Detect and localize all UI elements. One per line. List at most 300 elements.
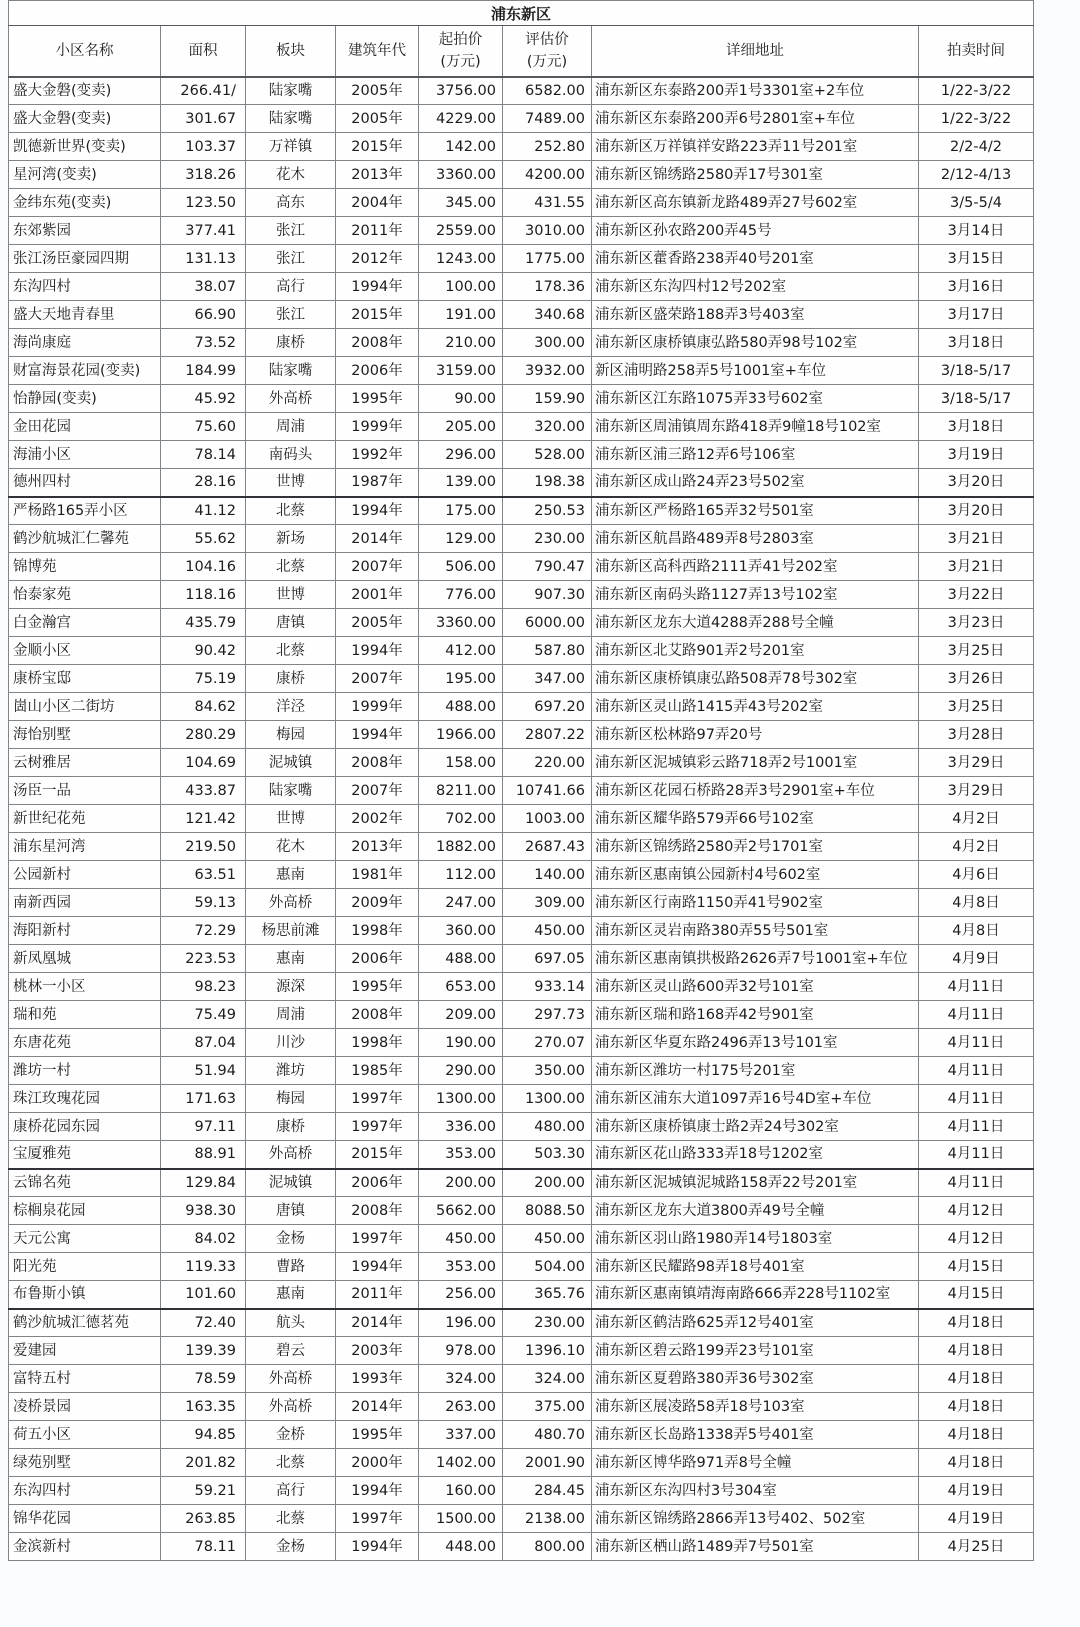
cell-appraised-price: 347.00 [503, 665, 592, 693]
cell-district: 外高桥 [246, 1141, 336, 1169]
cell-community-name: 珠江玫瑰花园 [9, 1085, 161, 1113]
cell-area: 78.59 [161, 1365, 246, 1393]
cell-address: 浦东新区碧云路199弄23号101室 [592, 1337, 919, 1365]
cell-starting-price: 191.00 [419, 301, 503, 329]
table-row [9, 133, 1034, 161]
header-build-year [336, 26, 419, 77]
cell-starting-price: 353.00 [419, 1141, 503, 1169]
cell-area: 184.99 [161, 357, 246, 385]
table-row [9, 749, 1034, 777]
cell-address: 浦东新区潍坊一村175号201室 [592, 1057, 919, 1085]
cell-starting-price: 129.00 [419, 525, 503, 553]
cell-district: 高行 [246, 273, 336, 301]
cell-appraised-price: 503.30 [503, 1141, 592, 1169]
cell-address: 浦东新区惠南镇靖海南路666弄228号1102室 [592, 1281, 919, 1309]
cell-build-year: 1987年 [336, 469, 419, 497]
cell-appraised-price: 220.00 [503, 749, 592, 777]
cell-community-name: 锦华花园 [9, 1505, 161, 1533]
cell-appraised-price: 375.00 [503, 1393, 592, 1421]
cell-starting-price: 158.00 [419, 749, 503, 777]
table-row [9, 357, 1034, 385]
cell-address: 浦东新区康桥镇康弘路508弄78号302室 [592, 665, 919, 693]
cell-address: 浦东新区航昌路489弄8号2803室 [592, 525, 919, 553]
cell-district: 周浦 [246, 1001, 336, 1029]
cell-auction-date: 3月17日 [919, 301, 1034, 329]
cell-district: 陆家嘴 [246, 105, 336, 133]
cell-build-year: 2014年 [336, 1309, 419, 1337]
cell-address: 浦东新区浦三路12弄6号106室 [592, 441, 919, 469]
cell-district: 泥城镇 [246, 1169, 336, 1197]
cell-starting-price: 3360.00 [419, 161, 503, 189]
cell-district: 外高桥 [246, 889, 336, 917]
cell-address: 浦东新区东泰路200弄1号3301室+2车位 [592, 77, 919, 105]
cell-area: 45.92 [161, 385, 246, 413]
cell-district: 唐镇 [246, 1197, 336, 1225]
table-row [9, 917, 1034, 945]
cell-address: 浦东新区泥城镇彩云路718弄2号1001室 [592, 749, 919, 777]
cell-address: 浦东新区灵岩南路380弄55号501室 [592, 917, 919, 945]
table-row [9, 497, 1034, 525]
cell-district: 张江 [246, 301, 336, 329]
cell-area: 72.40 [161, 1309, 246, 1337]
cell-district: 北蔡 [246, 553, 336, 581]
cell-address: 浦东新区长岛路1338弄5号401室 [592, 1421, 919, 1449]
cell-community-name: 怡泰家苑 [9, 581, 161, 609]
cell-build-year: 2005年 [336, 609, 419, 637]
cell-area: 171.63 [161, 1085, 246, 1113]
cell-starting-price: 506.00 [419, 553, 503, 581]
cell-auction-date: 3月28日 [919, 721, 1034, 749]
cell-appraised-price: 697.20 [503, 693, 592, 721]
cell-appraised-price: 4200.00 [503, 161, 592, 189]
cell-district: 洋泾 [246, 693, 336, 721]
cell-starting-price: 488.00 [419, 945, 503, 973]
table-row [9, 441, 1034, 469]
cell-auction-date: 1/22-3/22 [919, 105, 1034, 133]
cell-community-name: 棕榈泉花园 [9, 1197, 161, 1225]
cell-area: 266.41/ [161, 77, 246, 105]
cell-community-name: 怡静园(变卖) [9, 385, 161, 413]
cell-appraised-price: 480.00 [503, 1113, 592, 1141]
cell-build-year: 1994年 [336, 273, 419, 301]
cell-address: 浦东新区花园石桥路28弄3号2901室+车位 [592, 777, 919, 805]
cell-address: 浦东新区成山路24弄23号502室 [592, 469, 919, 497]
cell-starting-price: 195.00 [419, 665, 503, 693]
cell-appraised-price: 1775.00 [503, 245, 592, 273]
cell-community-name: 阳光苑 [9, 1253, 161, 1281]
cell-area: 101.60 [161, 1281, 246, 1309]
table-row [9, 1449, 1034, 1477]
cell-auction-date: 4月6日 [919, 861, 1034, 889]
table-row [9, 273, 1034, 301]
cell-build-year: 2007年 [336, 553, 419, 581]
cell-auction-date: 4月8日 [919, 889, 1034, 917]
cell-community-name: 康桥花园东园 [9, 1113, 161, 1141]
cell-community-name: 荷五小区 [9, 1421, 161, 1449]
cell-district: 张江 [246, 217, 336, 245]
cell-address: 浦东新区耀华路579弄66号102室 [592, 805, 919, 833]
cell-starting-price: 1243.00 [419, 245, 503, 273]
cell-appraised-price: 300.00 [503, 329, 592, 357]
cell-build-year: 2006年 [336, 357, 419, 385]
cell-build-year: 1993年 [336, 1365, 419, 1393]
cell-community-name: 鹤沙航城汇德茗苑 [9, 1309, 161, 1337]
table-row [9, 77, 1034, 105]
cell-appraised-price: 284.45 [503, 1477, 592, 1505]
table-row [9, 637, 1034, 665]
cell-district: 杨思前滩 [246, 917, 336, 945]
cell-starting-price: 1500.00 [419, 1505, 503, 1533]
cell-appraised-price: 7489.00 [503, 105, 592, 133]
cell-build-year: 2006年 [336, 1169, 419, 1197]
cell-community-name: 锦博苑 [9, 553, 161, 581]
cell-community-name: 南新西园 [9, 889, 161, 917]
cell-district: 外高桥 [246, 1393, 336, 1421]
cell-community-name: 海怡别墅 [9, 721, 161, 749]
cell-build-year: 1997年 [336, 1085, 419, 1113]
cell-auction-date: 3/5-5/4 [919, 189, 1034, 217]
cell-starting-price: 209.00 [419, 1001, 503, 1029]
cell-auction-date: 3月21日 [919, 553, 1034, 581]
cell-area: 78.11 [161, 1533, 246, 1561]
cell-area: 73.52 [161, 329, 246, 357]
cell-starting-price: 296.00 [419, 441, 503, 469]
cell-appraised-price: 6582.00 [503, 77, 592, 105]
cell-appraised-price: 230.00 [503, 525, 592, 553]
cell-auction-date: 4月2日 [919, 805, 1034, 833]
cell-community-name: 海阳新村 [9, 917, 161, 945]
cell-starting-price: 160.00 [419, 1477, 503, 1505]
table-row [9, 973, 1034, 1001]
cell-district: 世博 [246, 581, 336, 609]
cell-auction-date: 4月11日 [919, 1057, 1034, 1085]
auction-table [8, 0, 1034, 1561]
cell-build-year: 1997年 [336, 1225, 419, 1253]
cell-build-year: 2003年 [336, 1337, 419, 1365]
cell-address: 浦东新区盛荣路188弄3号403室 [592, 301, 919, 329]
table-row [9, 525, 1034, 553]
cell-appraised-price: 250.53 [503, 497, 592, 525]
header-unit: (万元) [526, 53, 568, 70]
cell-starting-price: 353.00 [419, 1253, 503, 1281]
cell-appraised-price: 270.07 [503, 1029, 592, 1057]
table-row [9, 1169, 1034, 1197]
cell-appraised-price: 1396.10 [503, 1337, 592, 1365]
cell-starting-price: 205.00 [419, 413, 503, 441]
cell-area: 87.04 [161, 1029, 246, 1057]
cell-community-name: 浦东星河湾 [9, 833, 161, 861]
cell-starting-price: 5662.00 [419, 1197, 503, 1225]
table-title-row [9, 1, 1034, 26]
cell-community-name: 云树雅居 [9, 749, 161, 777]
cell-starting-price: 263.00 [419, 1393, 503, 1421]
cell-address: 浦东新区龙东大道4288弄288号全幢 [592, 609, 919, 637]
cell-district: 世博 [246, 469, 336, 497]
cell-build-year: 2009年 [336, 889, 419, 917]
cell-address: 浦东新区东沟四村3号304室 [592, 1477, 919, 1505]
cell-build-year: 2013年 [336, 161, 419, 189]
cell-community-name: 德州四村 [9, 469, 161, 497]
table-row [9, 833, 1034, 861]
cell-build-year: 1994年 [336, 1533, 419, 1561]
cell-build-year: 1997年 [336, 1113, 419, 1141]
cell-appraised-price: 350.00 [503, 1057, 592, 1085]
cell-community-name: 汤臣一品 [9, 777, 161, 805]
cell-community-name: 海尚康庭 [9, 329, 161, 357]
cell-area: 318.26 [161, 161, 246, 189]
cell-appraised-price: 3932.00 [503, 357, 592, 385]
cell-area: 280.29 [161, 721, 246, 749]
cell-area: 75.49 [161, 1001, 246, 1029]
table-row [9, 1421, 1034, 1449]
cell-appraised-price: 6000.00 [503, 609, 592, 637]
cell-auction-date: 4月12日 [919, 1225, 1034, 1253]
cell-community-name: 盛大金磐(变卖) [9, 105, 161, 133]
cell-district: 唐镇 [246, 609, 336, 637]
table-row [9, 693, 1034, 721]
cell-district: 北蔡 [246, 637, 336, 665]
cell-area: 129.84 [161, 1169, 246, 1197]
cell-address: 浦东新区南码头路1127弄13号102室 [592, 581, 919, 609]
cell-auction-date: 4月11日 [919, 1085, 1034, 1113]
cell-area: 28.16 [161, 469, 246, 497]
cell-area: 88.91 [161, 1141, 246, 1169]
cell-auction-date: 4月15日 [919, 1281, 1034, 1309]
cell-appraised-price: 309.00 [503, 889, 592, 917]
cell-community-name: 金田花园 [9, 413, 161, 441]
cell-starting-price: 1402.00 [419, 1449, 503, 1477]
cell-district: 惠南 [246, 1281, 336, 1309]
table-title: 浦东新区 [9, 1, 1034, 26]
table-row [9, 1057, 1034, 1085]
cell-starting-price: 8211.00 [419, 777, 503, 805]
header-label: 板块 [276, 42, 305, 59]
table-row [9, 1309, 1034, 1337]
cell-build-year: 1995年 [336, 973, 419, 1001]
cell-community-name: 财富海景花园(变卖) [9, 357, 161, 385]
cell-address: 浦东新区瑞和路168弄42号901室 [592, 1001, 919, 1029]
cell-address: 浦东新区博华路971弄8号全幢 [592, 1449, 919, 1477]
cell-auction-date: 3月18日 [919, 329, 1034, 357]
cell-starting-price: 3159.00 [419, 357, 503, 385]
cell-auction-date: 4月11日 [919, 973, 1034, 1001]
cell-community-name: 布鲁斯小镇 [9, 1281, 161, 1309]
cell-auction-date: 3/18-5/17 [919, 385, 1034, 413]
table-row [9, 245, 1034, 273]
cell-area: 119.33 [161, 1253, 246, 1281]
table-row [9, 777, 1034, 805]
cell-district: 泥城镇 [246, 749, 336, 777]
cell-auction-date: 4月18日 [919, 1337, 1034, 1365]
cell-area: 38.07 [161, 273, 246, 301]
cell-build-year: 2011年 [336, 1281, 419, 1309]
cell-appraised-price: 587.80 [503, 637, 592, 665]
cell-area: 435.79 [161, 609, 246, 637]
cell-appraised-price: 2001.90 [503, 1449, 592, 1477]
cell-area: 90.42 [161, 637, 246, 665]
cell-starting-price: 2559.00 [419, 217, 503, 245]
table-row [9, 1141, 1034, 1169]
cell-starting-price: 210.00 [419, 329, 503, 357]
cell-starting-price: 100.00 [419, 273, 503, 301]
table-row [9, 1281, 1034, 1309]
table-row [9, 189, 1034, 217]
cell-appraised-price: 10741.66 [503, 777, 592, 805]
cell-community-name: 白金瀚宫 [9, 609, 161, 637]
header-label: 建筑年代 [348, 42, 406, 59]
cell-district: 梅园 [246, 721, 336, 749]
cell-area: 97.11 [161, 1113, 246, 1141]
cell-district: 外高桥 [246, 385, 336, 413]
table-body [9, 77, 1034, 1561]
cell-starting-price: 448.00 [419, 1533, 503, 1561]
table-row [9, 721, 1034, 749]
table-row [9, 889, 1034, 917]
header-label: 拍卖时间 [947, 42, 1005, 59]
header-label: 详细地址 [726, 42, 784, 59]
cell-appraised-price: 480.70 [503, 1421, 592, 1449]
cell-district: 世博 [246, 805, 336, 833]
cell-area: 219.50 [161, 833, 246, 861]
header-address [592, 26, 919, 77]
cell-appraised-price: 365.76 [503, 1281, 592, 1309]
cell-address: 浦东新区行南路1150弄41号902室 [592, 889, 919, 917]
cell-build-year: 2012年 [336, 245, 419, 273]
cell-auction-date: 3月29日 [919, 777, 1034, 805]
cell-district: 陆家嘴 [246, 777, 336, 805]
cell-appraised-price: 230.00 [503, 1309, 592, 1337]
cell-address: 浦东新区东沟四村12号202室 [592, 273, 919, 301]
cell-area: 103.37 [161, 133, 246, 161]
header-community-name [9, 26, 161, 77]
table-row [9, 609, 1034, 637]
cell-build-year: 2000年 [336, 1449, 419, 1477]
cell-auction-date: 3月26日 [919, 665, 1034, 693]
table-row [9, 105, 1034, 133]
cell-district: 川沙 [246, 1029, 336, 1057]
cell-auction-date: 3月25日 [919, 637, 1034, 665]
cell-district: 周浦 [246, 413, 336, 441]
cell-appraised-price: 159.90 [503, 385, 592, 413]
cell-area: 118.16 [161, 581, 246, 609]
cell-auction-date: 3月23日 [919, 609, 1034, 637]
cell-address: 浦东新区华夏东路2496弄13号101室 [592, 1029, 919, 1057]
cell-build-year: 2013年 [336, 833, 419, 861]
cell-address: 浦东新区羽山路1980弄14号1803室 [592, 1225, 919, 1253]
cell-appraised-price: 790.47 [503, 553, 592, 581]
cell-appraised-price: 450.00 [503, 1225, 592, 1253]
cell-area: 41.12 [161, 497, 246, 525]
cell-build-year: 2008年 [336, 749, 419, 777]
cell-district: 金杨 [246, 1225, 336, 1253]
cell-appraised-price: 178.36 [503, 273, 592, 301]
cell-appraised-price: 504.00 [503, 1253, 592, 1281]
cell-address: 浦东新区鹤洁路625弄12号401室 [592, 1309, 919, 1337]
cell-build-year: 2014年 [336, 1393, 419, 1421]
cell-community-name: 鹤沙航城汇仁馨苑 [9, 525, 161, 553]
cell-build-year: 2008年 [336, 329, 419, 357]
cell-community-name: 东沟四村 [9, 273, 161, 301]
cell-appraised-price: 528.00 [503, 441, 592, 469]
cell-auction-date: 4月11日 [919, 1001, 1034, 1029]
cell-auction-date: 4月19日 [919, 1505, 1034, 1533]
cell-appraised-price: 450.00 [503, 917, 592, 945]
cell-area: 131.13 [161, 245, 246, 273]
cell-community-name: 桃林一小区 [9, 973, 161, 1001]
cell-district: 高行 [246, 1477, 336, 1505]
table-row [9, 805, 1034, 833]
header-label: 小区名称 [55, 42, 114, 59]
table-row [9, 301, 1034, 329]
cell-area: 59.13 [161, 889, 246, 917]
cell-build-year: 1998年 [336, 917, 419, 945]
cell-appraised-price: 8088.50 [503, 1197, 592, 1225]
cell-starting-price: 1966.00 [419, 721, 503, 749]
cell-district: 花木 [246, 833, 336, 861]
cell-area: 75.60 [161, 413, 246, 441]
cell-appraised-price: 324.00 [503, 1365, 592, 1393]
cell-district: 金桥 [246, 1421, 336, 1449]
cell-auction-date: 4月11日 [919, 1113, 1034, 1141]
table-row [9, 1393, 1034, 1421]
header-auction-date [919, 26, 1034, 77]
table-row [9, 1085, 1034, 1113]
cell-auction-date: 3月16日 [919, 273, 1034, 301]
table-row [9, 1001, 1034, 1029]
cell-appraised-price: 2138.00 [503, 1505, 592, 1533]
cell-appraised-price: 933.14 [503, 973, 592, 1001]
cell-auction-date: 3月19日 [919, 441, 1034, 469]
cell-area: 75.19 [161, 665, 246, 693]
cell-district: 航头 [246, 1309, 336, 1337]
cell-area: 433.87 [161, 777, 246, 805]
cell-community-name: 金滨新村 [9, 1533, 161, 1561]
cell-address: 浦东新区夏碧路380弄36号302室 [592, 1365, 919, 1393]
table-row [9, 469, 1034, 497]
cell-starting-price: 324.00 [419, 1365, 503, 1393]
table-row [9, 1197, 1034, 1225]
cell-community-name: 爱建园 [9, 1337, 161, 1365]
cell-district: 新场 [246, 525, 336, 553]
cell-build-year: 1981年 [336, 861, 419, 889]
table-row [9, 1225, 1034, 1253]
cell-community-name: 富特五村 [9, 1365, 161, 1393]
cell-area: 223.53 [161, 945, 246, 973]
cell-address: 浦东新区花山路333弄18号1202室 [592, 1141, 919, 1169]
header-appraised-price [503, 26, 592, 77]
cell-build-year: 1994年 [336, 721, 419, 749]
cell-build-year: 2015年 [336, 133, 419, 161]
cell-auction-date: 4月2日 [919, 833, 1034, 861]
cell-starting-price: 702.00 [419, 805, 503, 833]
cell-starting-price: 488.00 [419, 693, 503, 721]
cell-address: 浦东新区周浦镇周东路418弄9幢18号102室 [592, 413, 919, 441]
cell-auction-date: 4月18日 [919, 1309, 1034, 1337]
cell-district: 梅园 [246, 1085, 336, 1113]
cell-area: 84.02 [161, 1225, 246, 1253]
cell-address: 浦东新区高科西路2111弄41号202室 [592, 553, 919, 581]
cell-community-name: 凌桥景园 [9, 1393, 161, 1421]
cell-address: 浦东新区藿香路238弄40号201室 [592, 245, 919, 273]
cell-auction-date: 3月21日 [919, 525, 1034, 553]
cell-build-year: 1995年 [336, 1421, 419, 1449]
cell-appraised-price: 320.00 [503, 413, 592, 441]
cell-auction-date: 3月20日 [919, 497, 1034, 525]
table-row [9, 1533, 1034, 1561]
cell-auction-date: 4月18日 [919, 1421, 1034, 1449]
header-unit: (万元) [440, 53, 481, 70]
table-row [9, 1365, 1034, 1393]
